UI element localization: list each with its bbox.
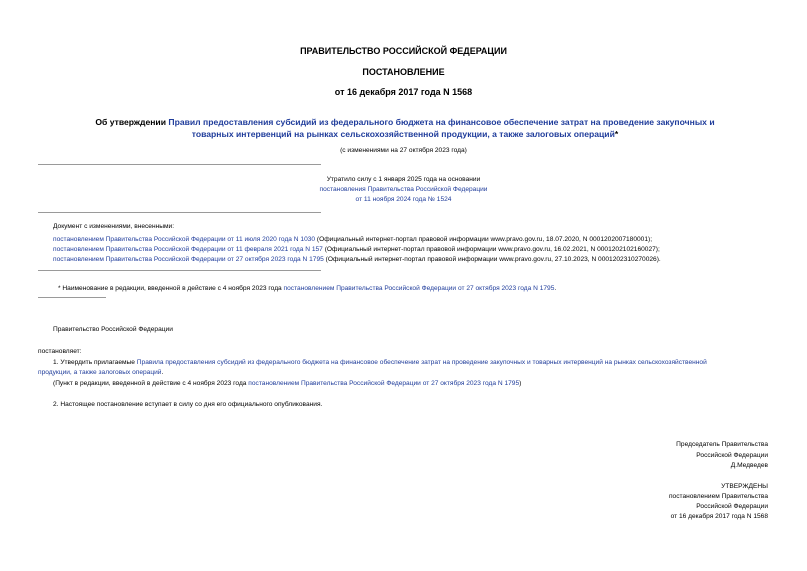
amendment-source: (Официальный интернет-портал правовой информации www.pravo.gov.ru, 16.02.2021, N 0001202102160027); <box>322 246 660 253</box>
item-1-note-end: ) <box>519 380 522 387</box>
approved-heading: УТВЕРЖДЕНЫ <box>721 483 768 490</box>
item-1 <box>53 358 707 368</box>
item-1-end: . <box>161 369 164 376</box>
signature-country: Российской Федерации <box>696 452 768 459</box>
repeal-link-2[interactable]: от 11 ноября 2024 года № 1524 <box>355 196 452 203</box>
revision-note: (с изменениями на 27 октября 2023 года) <box>340 147 467 154</box>
title-prefix: Об утверждении <box>95 117 169 127</box>
footnote-end: . <box>554 285 557 292</box>
government-name: Правительство Российской Федерации <box>53 326 173 333</box>
signature-position: Председатель Правительства <box>676 441 768 448</box>
title-footnote-mark: * <box>614 129 619 139</box>
amendment-item <box>53 235 652 245</box>
approved-line: постановлением Правительства <box>668 493 768 500</box>
amendment-item <box>53 255 661 265</box>
signature-name: Д.Медведев <box>730 462 768 469</box>
item-1-text: 1. Утвердить прилагаемые <box>53 359 137 366</box>
rules-link[interactable]: Правила предоставления субсидий из федерального бюджета на финансовое обеспечение затрат на проведение закупочных и товарных интервенций на рынках сельскохозяйственной <box>136 359 707 366</box>
item-1-continuation <box>38 368 163 378</box>
footnote-text: * Наименование в редакции, введенной в действие с 4 ноября 2023 года <box>58 285 284 292</box>
approved-line: от 16 декабря 2017 года N 1568 <box>670 513 768 520</box>
amendment-source: (Официальный интернет-портал правовой информации www.pravo.gov.ru, 18.07.2020, N 0001202007180001); <box>315 236 653 243</box>
amendment-link[interactable]: постановлением Правительства Российской Федерации от 11 июля 2020 года N 1030 <box>53 236 316 243</box>
amendment-item <box>53 245 660 255</box>
title-link[interactable]: Правил предоставления субсидий из федерального бюджета на финансовое обеспечение затрат на проведение закупочных и товарных интервенций на рынках сельскохозяйственной продукции, а также залоговых операций <box>168 117 715 139</box>
repeal-link-1[interactable]: постановления Правительства Российской Федерации <box>319 186 488 193</box>
amendment-link[interactable]: постановлением Правительства Российской Федерации от 11 февраля 2021 года N 157 <box>53 246 323 253</box>
decrees-word: постановляет: <box>38 348 82 355</box>
approved-line: Российской Федерации <box>696 503 768 510</box>
footnote-divider <box>38 297 106 298</box>
divider <box>38 212 321 213</box>
repeal-line-1: Утратило силу с 1 января 2025 года на основании <box>326 176 481 183</box>
issuing-authority: ПРАВИТЕЛЬСТВО РОССИЙСКОЙ ФЕДЕРАЦИИ <box>300 46 507 56</box>
document-date-number: от 16 декабря 2017 года N 1568 <box>334 87 473 97</box>
amendments-heading: Документ с изменениями, внесенными: <box>53 223 175 230</box>
divider <box>38 164 321 165</box>
footnote <box>58 284 556 294</box>
item-2: 2. Настоящее постановление вступает в силу со дня его официального опубликования. <box>53 401 323 408</box>
amendment-source: (Официальный интернет-портал правовой информации www.pravo.gov.ru, 27.10.2023, N 0001202310270026). <box>323 256 661 263</box>
document-type: ПОСТАНОВЛЕНИЕ <box>362 67 445 77</box>
item-1-note-text: (Пункт в редакции, введенной в действие с 4 ноября 2023 года <box>53 380 249 387</box>
item-1-note <box>53 379 521 389</box>
document-title <box>95 116 715 140</box>
item-1-note-link[interactable]: постановлением Правительства Российской Федерации от 27 октября 2023 года N 1795 <box>248 380 520 387</box>
divider <box>38 270 321 271</box>
footnote-link[interactable]: постановлением Правительства Российской Федерации от 27 октября 2023 года N 1795 <box>283 285 555 292</box>
rules-link-continuation[interactable]: продукции, а также залоговых операций <box>38 369 162 376</box>
amendment-link[interactable]: постановлением Правительства Российской Федерации от 27 октября 2023 года N 1795 <box>53 256 324 263</box>
